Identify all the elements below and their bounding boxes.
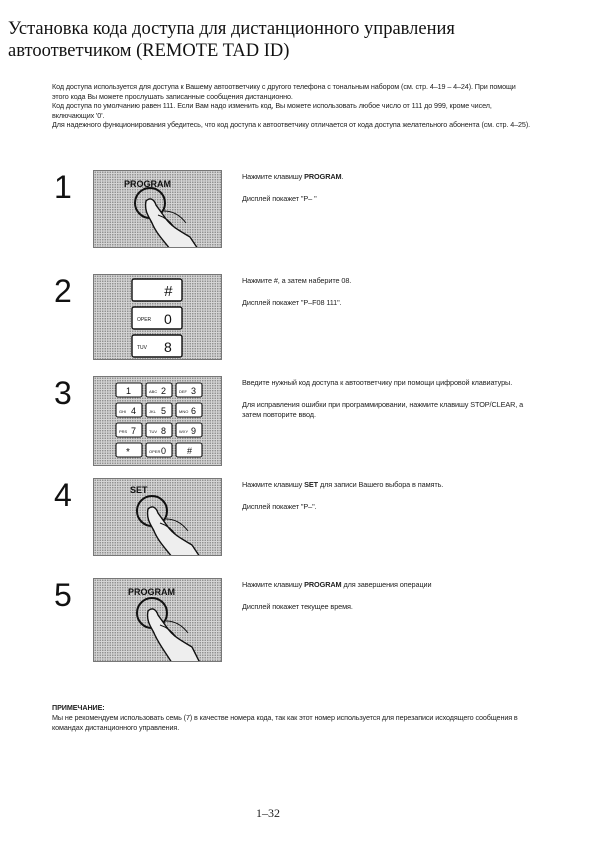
instruction-line-2: Дисплей покажет "P– "	[242, 194, 317, 203]
svg-text:1: 1	[126, 386, 132, 396]
page-title: Установка кода доступа для дистанционного управления автоответчиком (REMOTE TAD ID)	[8, 19, 455, 61]
step-instructions	[242, 276, 534, 320]
finger-press-icon	[94, 171, 222, 248]
keypad-keys-icon	[94, 275, 222, 360]
svg-text:3: 3	[191, 386, 197, 396]
instruction-line-1: Нажмите клавишу SET для записи Вашего выбора в память.	[242, 480, 444, 489]
svg-text:2: 2	[161, 386, 167, 396]
keypad-keys-illustration	[93, 274, 222, 360]
instruction-line-2: Дисплей покажет текущее время.	[242, 602, 353, 611]
svg-text:0: 0	[161, 446, 167, 456]
svg-text:9: 9	[191, 426, 197, 436]
note-heading: ПРИМЕЧАНИЕ:	[52, 703, 105, 712]
intro-paragraph-1: Код доступа используется для доступа к Вашему автоответчику с другого телефона с тональным набором (см. стр. 4–19 – 4–24). При помощи этого кода Вы можете прослушать записанные сообщения дистанционно.	[52, 82, 516, 101]
svg-text:ABC: ABC	[149, 389, 158, 394]
program-key-illustration	[93, 578, 222, 662]
step-number: 2	[54, 273, 72, 309]
key-label: SET	[130, 485, 148, 495]
key-name: PROGRAM	[304, 580, 342, 589]
svg-text:MNO: MNO	[179, 409, 189, 414]
svg-text:PRS: PRS	[119, 429, 128, 434]
step-instructions	[242, 580, 534, 624]
svg-text:4: 4	[131, 406, 137, 416]
note-text: Мы не рекомендуем использовать семь (7) в качестве номера кода, так как этот номер используется для перезаписи исходящего сообщения в командах дистанционного управления.	[52, 713, 518, 732]
step-2	[0, 274, 595, 364]
step-number: 5	[54, 577, 72, 613]
oper-key-label: OPER	[137, 317, 152, 323]
key-name: SET	[304, 480, 319, 489]
step-number: 4	[54, 477, 72, 513]
svg-text:*: *	[126, 447, 130, 458]
svg-text:#: #	[187, 446, 193, 456]
step-4	[0, 478, 595, 568]
step-3	[0, 376, 595, 466]
step-1	[0, 170, 595, 260]
tuv-key-label: TUV	[137, 345, 147, 351]
full-keypad-illustration	[93, 376, 222, 466]
note-section	[52, 703, 534, 733]
finger-press-icon	[94, 579, 222, 662]
instruction-line-1: Нажмите клавишу PROGRAM для завершения операции	[242, 580, 432, 589]
svg-text:5: 5	[161, 406, 167, 416]
step-instructions	[242, 172, 534, 216]
page-number: 1–32	[256, 806, 280, 820]
zero-key-label: 0	[164, 311, 172, 327]
instruction-line-2: Для исправления ошибки при программировании, нажмите клавишу STOP/CLEAR, а затем повторите ввод.	[242, 400, 524, 419]
intro-text	[52, 82, 532, 130]
hash-key-label: #	[164, 283, 173, 300]
intro-paragraph-2: Код доступа по умолчанию равен 111. Если Вам надо изменить код, Вы можете использовать любое число от 111 до 999, кроме чисел, включающих '0'.	[52, 101, 492, 120]
step-5	[0, 578, 595, 668]
svg-text:TUV: TUV	[149, 429, 157, 434]
set-key-illustration	[93, 478, 222, 556]
svg-text:OPER: OPER	[149, 449, 161, 454]
step-number: 1	[54, 169, 72, 205]
svg-text:JKL: JKL	[149, 409, 156, 414]
svg-text:GHI: GHI	[119, 409, 127, 414]
program-key-illustration	[93, 170, 222, 248]
instruction-line-2: Дисплей покажет "P–".	[242, 502, 317, 511]
instruction-line-1: Нажмите #, а затем наберите 08.	[242, 276, 352, 285]
step-number: 3	[54, 375, 72, 411]
instruction-line-1: Введите нужный код доступа к автоответчику при помощи цифровой клавиатуры.	[242, 378, 513, 387]
svg-text:WXY: WXY	[179, 429, 189, 434]
finger-press-icon	[94, 479, 222, 556]
step-instructions	[242, 480, 534, 524]
svg-text:7: 7	[131, 426, 137, 436]
svg-text:8: 8	[161, 426, 167, 436]
instruction-line-1: Нажмите клавишу PROGRAM.	[242, 172, 344, 181]
keypad-icon	[94, 377, 222, 466]
key-label: PROGRAM	[124, 179, 171, 189]
intro-paragraph-3: Для надежного функционирования убедитесь, что код доступа к автоответчику отличается от кода доступа желательного абонента (см. стр. 4–25).	[52, 120, 531, 130]
svg-text:6: 6	[191, 406, 197, 416]
instruction-line-2: Дисплей покажет "P–F08 111".	[242, 298, 342, 307]
step-instructions	[242, 378, 534, 432]
eight-key-label: 8	[164, 339, 172, 355]
svg-text:DEF: DEF	[179, 389, 187, 394]
key-name: PROGRAM	[304, 172, 342, 181]
key-label: PROGRAM	[128, 587, 175, 597]
